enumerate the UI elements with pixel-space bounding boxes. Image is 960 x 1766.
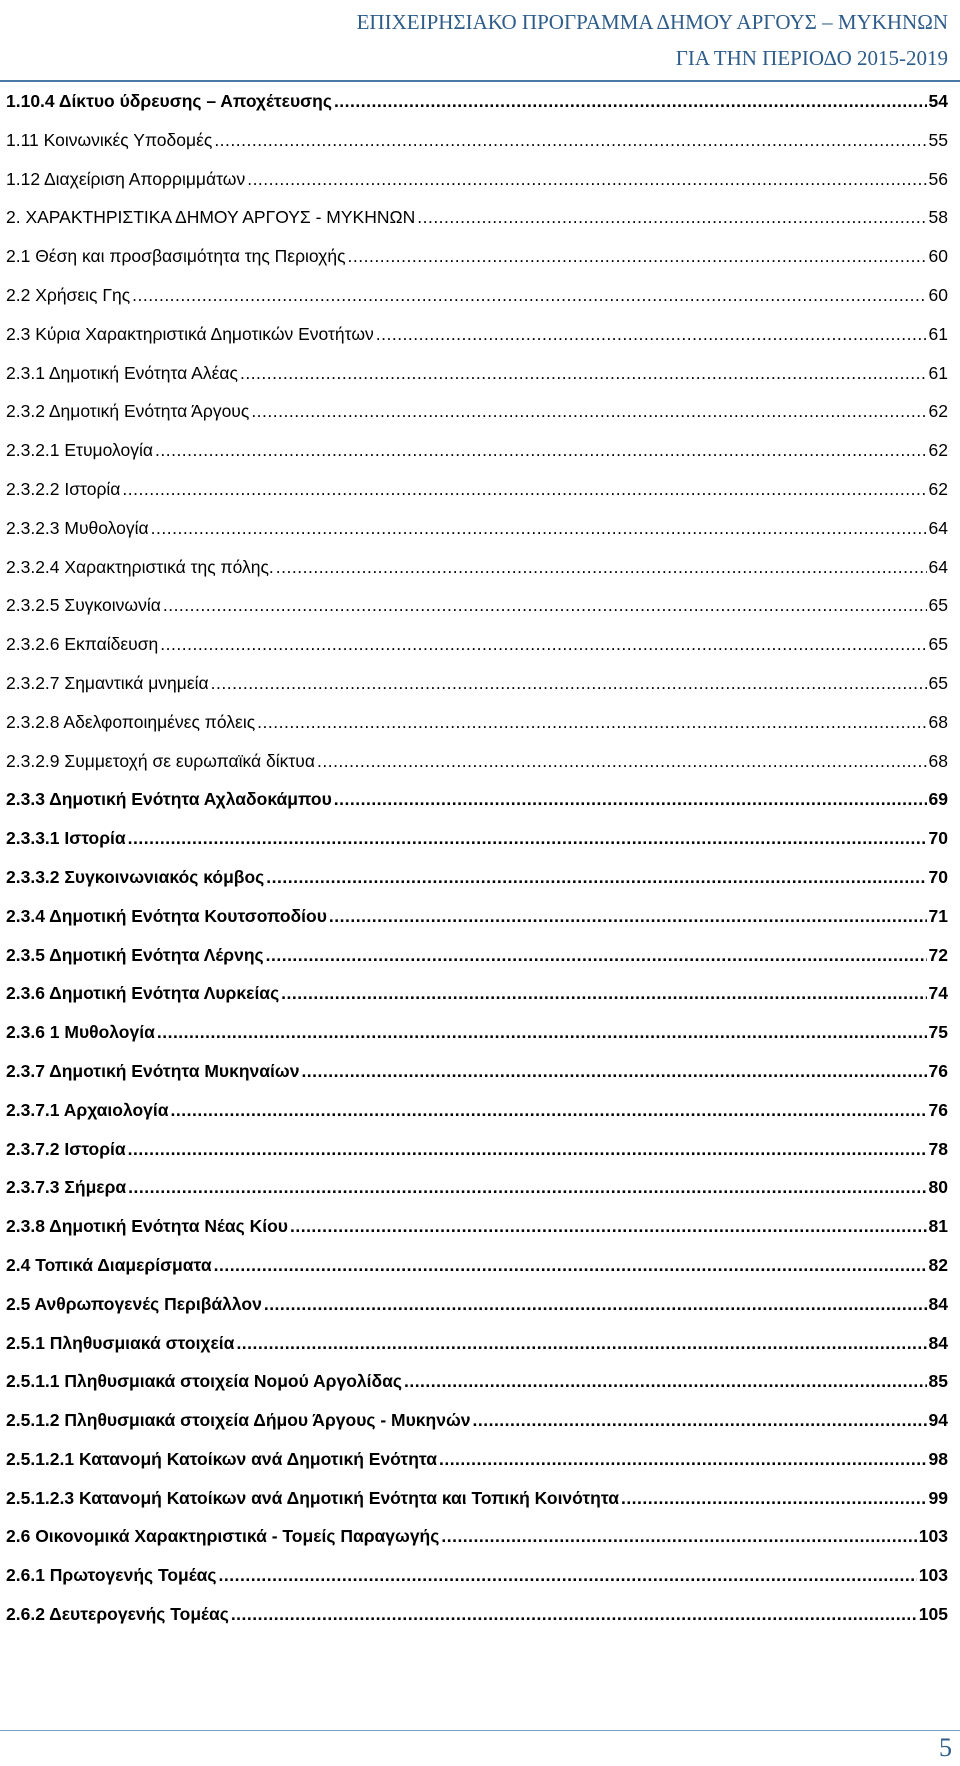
toc-dot-leader — [257, 703, 926, 742]
toc-dot-leader — [163, 586, 927, 625]
toc-entry[interactable] — [6, 780, 948, 819]
toc-entry[interactable] — [6, 1168, 948, 1207]
toc-entry-title: 2.5.1.2.1 Κατανομή Κατοίκων ανά Δημοτική Ενότητα — [6, 1448, 437, 1469]
toc-dot-leader — [214, 1246, 927, 1285]
toc-entry[interactable] — [6, 664, 948, 703]
toc-entry-title: 2.3.3.1 Ιστορία — [6, 828, 126, 849]
toc-entry[interactable] — [6, 198, 948, 237]
toc-entry-page: 81 — [928, 1216, 948, 1237]
toc-entry-title: 2.6.2 Δευτερογενής Τομέας — [6, 1604, 229, 1625]
toc-entry-title: 1.12 Διαχείριση Απορριμμάτων — [6, 168, 246, 189]
toc-entry-title: 2.3.8 Δημοτική Ενότητα Νέας Κίου — [6, 1216, 288, 1237]
toc-dot-leader — [348, 237, 927, 276]
toc-entry[interactable] — [6, 1595, 948, 1634]
toc-entry[interactable] — [6, 858, 948, 897]
toc-entry-title: 2.3.2 Δημοτική Ενότητα Άργους — [6, 401, 250, 422]
toc-entry-page: 78 — [928, 1138, 948, 1159]
toc-entry-page: 103 — [918, 1526, 948, 1547]
toc-entry-page: 56 — [928, 168, 948, 189]
toc-entry-page: 85 — [928, 1371, 948, 1392]
toc-dot-leader — [281, 974, 926, 1013]
toc-entry-page: 105 — [918, 1604, 948, 1625]
toc-entry[interactable] — [6, 819, 948, 858]
toc-entry-page: 74 — [928, 983, 948, 1004]
toc-entry[interactable] — [6, 1362, 948, 1401]
toc-dot-leader — [211, 664, 927, 703]
toc-entry-page: 65 — [928, 634, 948, 655]
toc-dot-leader — [236, 1324, 926, 1363]
toc-entry-page: 64 — [928, 556, 948, 577]
toc-dot-leader — [276, 548, 927, 587]
toc-entry-page: 76 — [928, 1099, 948, 1120]
toc-dot-leader — [231, 1595, 917, 1634]
toc-entry-title: 2.3.2.8 Αδελφοποιημένες πόλεις — [6, 711, 256, 732]
toc-dot-leader — [247, 160, 926, 199]
toc-entry-title: 2.5.1 Πληθυσμιακά στοιχεία — [6, 1332, 235, 1353]
toc-entry-title: 2.3.7 Δημοτική Ενότητα Μυκηναίων — [6, 1060, 300, 1081]
toc-entry-title: 2.4 Τοπικά Διαμερίσματα — [6, 1254, 212, 1275]
toc-entry[interactable] — [6, 1013, 948, 1052]
toc-entry-title: 2.6 Οικονομικά Χαρακτηριστικά - Τομείς Παραγωγής — [6, 1526, 440, 1547]
toc-entry-title: 2.3.2.4 Χαρακτηριστικά της πόλης. — [6, 556, 274, 577]
toc-entry-page: 99 — [928, 1487, 948, 1508]
table-of-contents — [6, 82, 948, 1634]
toc-entry-title: 2.3.6 1 Μυθολογία — [6, 1022, 155, 1043]
toc-entry[interactable] — [6, 237, 948, 276]
toc-entry-page: 68 — [928, 750, 948, 771]
toc-dot-leader — [128, 1130, 927, 1169]
toc-entry-title: 2.5.1.2 Πληθυσμιακά στοιχεία Δήμου Άργους - Μυκηνών — [6, 1410, 471, 1431]
toc-dot-leader — [473, 1401, 927, 1440]
toc-entry-title: 2.5.1.1 Πληθυσμιακά στοιχεία Νομού Αργολίδας — [6, 1371, 402, 1392]
toc-entry-title: 2.3.6 Δημοτική Ενότητα Λυρκείας — [6, 983, 280, 1004]
toc-entry-page: 68 — [928, 711, 948, 732]
toc-entry-title: 2.3.7.2 Ιστορία — [6, 1138, 126, 1159]
toc-entry-title: 2.3.5 Δημοτική Ενότητα Λέρνης — [6, 944, 264, 965]
toc-entry-page: 70 — [928, 866, 948, 887]
header-period: ΓΙΑ ΤΗΝ ΠΕΡΙΟΔΟ 2015-2019 — [675, 46, 948, 70]
toc-dot-leader — [157, 1013, 927, 1052]
toc-entry[interactable] — [6, 1285, 948, 1324]
toc-entry[interactable] — [6, 1130, 948, 1169]
toc-entry[interactable] — [6, 354, 948, 393]
toc-dot-leader — [122, 470, 926, 509]
toc-entry-page: 62 — [928, 401, 948, 422]
toc-entry[interactable] — [6, 82, 948, 121]
toc-entry-page: 82 — [928, 1254, 948, 1275]
toc-entry-page: 76 — [928, 1060, 948, 1081]
toc-dot-leader — [132, 276, 926, 315]
toc-dot-leader — [439, 1440, 927, 1479]
toc-entry-title: 2.3 Κύρια Χαρακτηριστικά Δημοτικών Ενοτήτων — [6, 323, 374, 344]
toc-entry-page: 64 — [928, 517, 948, 538]
toc-dot-leader — [621, 1479, 927, 1518]
toc-dot-leader — [251, 392, 926, 431]
toc-entry-page: 80 — [928, 1177, 948, 1198]
toc-entry-title: 2.2 Χρήσεις Γης — [6, 284, 131, 305]
toc-dot-leader — [155, 431, 927, 470]
toc-entry-title: 1.10.4 Δίκτυο ύδρευσης – Αποχέτευσης — [6, 91, 332, 111]
toc-dot-leader — [441, 1517, 916, 1556]
toc-entry[interactable] — [6, 431, 948, 470]
toc-entry-title: 2. ΧΑΡΑΚΤΗΡΙΣΤΙΚΑ ΔΗΜΟΥ ΑΡΓΟΥΣ - ΜΥΚΗΝΩΝ — [6, 207, 416, 228]
toc-entry[interactable] — [6, 1440, 948, 1479]
toc-dot-leader — [214, 121, 926, 160]
toc-entry[interactable] — [6, 548, 948, 587]
toc-entry[interactable] — [6, 276, 948, 315]
toc-entry[interactable] — [6, 392, 948, 431]
toc-entry-page: 65 — [928, 595, 948, 616]
toc-entry[interactable] — [6, 1401, 948, 1440]
toc-entry[interactable] — [6, 1556, 948, 1595]
document-header — [357, 4, 948, 76]
toc-entry[interactable] — [6, 742, 948, 781]
toc-dot-leader — [151, 509, 927, 548]
toc-dot-leader — [128, 819, 927, 858]
toc-dot-leader — [417, 198, 926, 237]
toc-entry-page: 60 — [928, 246, 948, 267]
toc-entry[interactable] — [6, 121, 948, 160]
toc-entry[interactable] — [6, 1479, 948, 1518]
toc-entry[interactable] — [6, 625, 948, 664]
toc-dot-leader — [219, 1556, 917, 1595]
toc-entry-title: 2.5.1.2.3 Κατανομή Κατοίκων ανά Δημοτική Ενότητα και Τοπική Κοινότητα — [6, 1487, 619, 1508]
toc-entry-page: 84 — [928, 1293, 948, 1314]
toc-dot-leader — [376, 315, 927, 354]
toc-entry[interactable] — [6, 1052, 948, 1091]
toc-entry[interactable] — [6, 586, 948, 625]
toc-entry[interactable] — [6, 160, 948, 199]
toc-entry-page: 65 — [928, 672, 948, 693]
toc-entry-page: 72 — [928, 944, 948, 965]
toc-dot-leader — [128, 1168, 926, 1207]
toc-dot-leader — [264, 1285, 927, 1324]
toc-entry-page: 75 — [928, 1022, 948, 1043]
toc-entry-page: 69 — [928, 789, 948, 810]
toc-dot-leader — [171, 1091, 927, 1130]
toc-entry-page: 103 — [918, 1565, 948, 1586]
toc-entry-title: 2.5 Ανθρωπογενές Περιβάλλον — [6, 1293, 262, 1314]
toc-entry-title: 2.3.2.1 Ετυμολογία — [6, 440, 153, 461]
toc-entry-title: 2.3.2.5 Συγκοινωνία — [6, 595, 161, 616]
toc-entry-page: 58 — [928, 207, 948, 228]
toc-entry-title: 2.3.1 Δημοτική Ενότητα Αλέας — [6, 362, 238, 383]
toc-dot-leader — [160, 625, 926, 664]
toc-dot-leader — [240, 354, 927, 393]
toc-entry[interactable] — [6, 936, 948, 975]
toc-entry[interactable] — [6, 470, 948, 509]
toc-entry-page: 94 — [928, 1410, 948, 1431]
toc-dot-leader — [404, 1362, 927, 1401]
toc-dot-leader — [317, 742, 927, 781]
header-program-title: ΕΠΙΧΕΙΡΗΣΙΑΚΟ ΠΡΟΓΡΑΜΜΑ ΔΗΜΟΥ ΑΡΓΟΥΣ – ΜΥΚΗΝΩΝ — [356, 10, 948, 34]
toc-entry-title: 2.3.2.3 Μυθολογία — [6, 517, 149, 538]
toc-dot-leader — [329, 897, 927, 936]
toc-entry[interactable] — [6, 509, 948, 548]
toc-entry[interactable] — [6, 1324, 948, 1363]
toc-dot-leader — [290, 1207, 927, 1246]
toc-dot-leader — [334, 780, 927, 819]
toc-entry[interactable] — [6, 1207, 948, 1246]
toc-entry-title: 2.3.4 Δημοτική Ενότητα Κουτσοποδίου — [6, 905, 327, 926]
toc-entry-page: 98 — [928, 1448, 948, 1469]
toc-entry-page: 71 — [928, 905, 948, 926]
toc-entry-title: 2.3.2.6 Εκπαίδευση — [6, 634, 159, 655]
toc-entry-page: 61 — [928, 323, 948, 344]
toc-entry-title: 2.1 Θέση και προσβασιμότητα της Περιοχής — [6, 246, 346, 267]
toc-entry-page: 61 — [928, 362, 948, 383]
toc-entry-page: 55 — [928, 129, 948, 150]
toc-dot-leader — [266, 936, 927, 975]
toc-entry[interactable] — [6, 897, 948, 936]
toc-entry-title: 2.3.2.9 Συμμετοχή σε ευρωπαϊκά δίκτυα — [6, 750, 315, 771]
toc-entry[interactable] — [6, 1517, 948, 1556]
toc-entry[interactable] — [6, 315, 948, 354]
toc-entry-title: 2.3.7.3 Σήμερα — [6, 1177, 127, 1198]
toc-entry-title: 2.3.3 Δημοτική Ενότητα Αχλαδοκάμπου — [6, 789, 332, 810]
toc-entry-title: 2.6.1 Πρωτογενής Τομέας — [6, 1565, 217, 1586]
toc-entry-title: 2.3.7.1 Αρχαιολογία — [6, 1099, 169, 1120]
toc-entry-title: 2.3.2.2 Ιστορία — [6, 478, 121, 499]
toc-dot-leader — [334, 82, 927, 121]
toc-entry-page: 62 — [928, 478, 948, 499]
toc-entry-title: 1.11 Κοινωνικές Υποδομές — [6, 129, 213, 150]
toc-entry-title: 2.3.2.7 Σημαντικά μνημεία — [6, 672, 209, 693]
toc-dot-leader — [301, 1052, 926, 1091]
toc-entry-page: 70 — [928, 828, 948, 849]
footer-divider — [0, 1730, 960, 1731]
toc-entry[interactable] — [6, 974, 948, 1013]
toc-dot-leader — [266, 858, 926, 897]
toc-entry-title: 2.3.3.2 Συγκοινωνιακός κόμβος — [6, 866, 265, 887]
toc-entry-page: 54 — [928, 91, 948, 111]
toc-entry[interactable] — [6, 1246, 948, 1285]
toc-entry[interactable] — [6, 703, 948, 742]
toc-entry-page: 60 — [928, 284, 948, 305]
toc-entry[interactable] — [6, 1091, 948, 1130]
toc-entry-page: 84 — [928, 1332, 948, 1353]
toc-entry-page: 62 — [928, 440, 948, 461]
page-number: 5 — [939, 1733, 952, 1762]
